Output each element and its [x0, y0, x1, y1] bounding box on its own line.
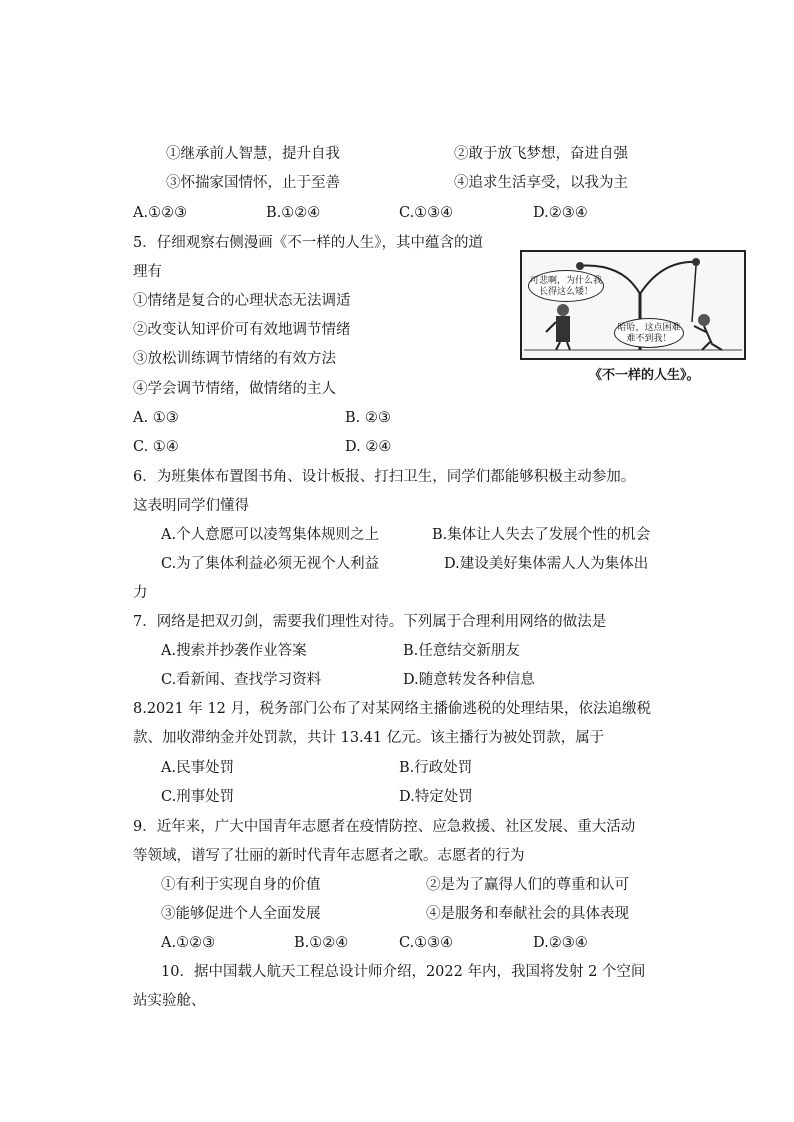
comic-caption: 《不一样的人生》。 [589, 368, 700, 383]
q5-choice-d: D. ②④ [345, 439, 392, 455]
q8-choice-b: B.行政处罚 [399, 760, 473, 776]
comic-bubble-left: 可悲啊，为什么我长得这么矮！ [528, 270, 604, 302]
q5-choice-c: C. ①④ [133, 439, 179, 455]
q5-option-3: ③放松训练调节情绪的有效方法 [133, 351, 336, 367]
q7-choice-d: D.随意转发各种信息 [403, 672, 535, 688]
q8-stem-line2: 款、加收滞纳金并处罚款，共计 13.41 亿元。该主播行为被处罚款，属于 [133, 730, 605, 746]
q5-choice-a: A. ①③ [133, 410, 179, 426]
q4-option-4: ④追求生活享受，以我为主 [454, 175, 628, 191]
q9-stem-line2: 等领域，谱写了壮丽的新时代青年志愿者之歌。志愿者的行为 [133, 848, 525, 864]
q6-choice-d: D.建设美好集体需人人为集体出 [444, 556, 649, 572]
comic-illustration [520, 250, 746, 360]
q9-choice-c: C.①③④ [399, 935, 454, 951]
q4-choice-d: D.②③④ [533, 205, 588, 221]
q7-choice-b: B.任意结交新朋友 [403, 643, 520, 659]
q5-option-2: ②改变认知评价可有效地调节情绪 [133, 322, 351, 338]
q7-choice-c: C.看新闻、查找学习资料 [161, 672, 322, 688]
q8-choice-a: A.民事处罚 [161, 760, 235, 776]
q4-choice-b: B.①②④ [266, 205, 321, 221]
q5-option-1: ①情绪是复合的心理状态无法调适 [133, 293, 351, 309]
q5-stem-line2: 理有 [133, 264, 162, 280]
q10-stem-line2: 站实验舱、 [133, 993, 206, 1009]
q5-stem-line1: 5．仔细观察右侧漫画《不一样的人生》，其中蕴含的道 [133, 235, 483, 251]
q7-choice-a: A.搜索并抄袭作业答案 [161, 643, 307, 659]
q6-choice-c: C.为了集体利益必须无视个人利益 [161, 556, 380, 572]
q9-option-2: ②是为了赢得人们的尊重和认可 [426, 877, 629, 893]
q6-choice-d-continued: 力 [133, 585, 148, 601]
q9-option-3: ③能够促进个人全面发展 [161, 906, 321, 922]
q4-option-2: ②敢于放飞梦想，奋进自强 [454, 146, 628, 162]
q9-option-1: ①有利于实现自身的价值 [161, 877, 321, 893]
q5-option-4: ④学会调节情绪，做情绪的主人 [133, 381, 336, 397]
comic-bubble-right: 哈哈，这点困难难不到我！ [614, 318, 684, 348]
q8-choice-c: C.刑事处罚 [161, 789, 235, 805]
q4-choice-c: C.①③④ [399, 205, 454, 221]
q5-choice-b: B. ②③ [345, 410, 391, 426]
q8-choice-d: D.特定处罚 [399, 789, 473, 805]
q10-stem-line1: 10．据中国载人航天工程总设计师介绍，2022 年内，我国将发射 2 个空间 [161, 964, 646, 980]
q9-option-4: ④是服务和奉献社会的具体表现 [426, 906, 629, 922]
q9-choice-a: A.①②③ [161, 935, 216, 951]
q7-stem: 7．网络是把双刃剑，需要我们理性对待。下列属于合理利用网络的做法是 [133, 614, 607, 630]
q9-stem-line1: 9．近年来，广大中国青年志愿者在疫情防控、应急救援、社区发展、重大活动 [133, 819, 636, 835]
q9-choice-b: B.①②④ [294, 935, 349, 951]
q8-stem-line1: 8.2021 年 12 月，税务部门公布了对某网络主播偷逃税的处理结果，依法追缴税 [133, 701, 652, 717]
q6-choice-a: A.个人意愿可以凌驾集体规则之上 [161, 527, 380, 543]
q9-choice-d: D.②③④ [533, 935, 588, 951]
q4-choice-a: A.①②③ [133, 205, 188, 221]
q6-stem-line2: 这表明同学们懂得 [133, 498, 249, 514]
q4-option-1: ①继承前人智慧，提升自我 [166, 146, 340, 162]
q6-stem-line1: 6．为班集体布置图书角、设计板报、打扫卫生，同学们都能够积极主动参加。 [133, 469, 636, 485]
q4-option-3: ③怀揣家国情怀，止于至善 [166, 175, 340, 191]
q6-choice-b: B.集体让人失去了发展个性的机会 [432, 527, 651, 543]
